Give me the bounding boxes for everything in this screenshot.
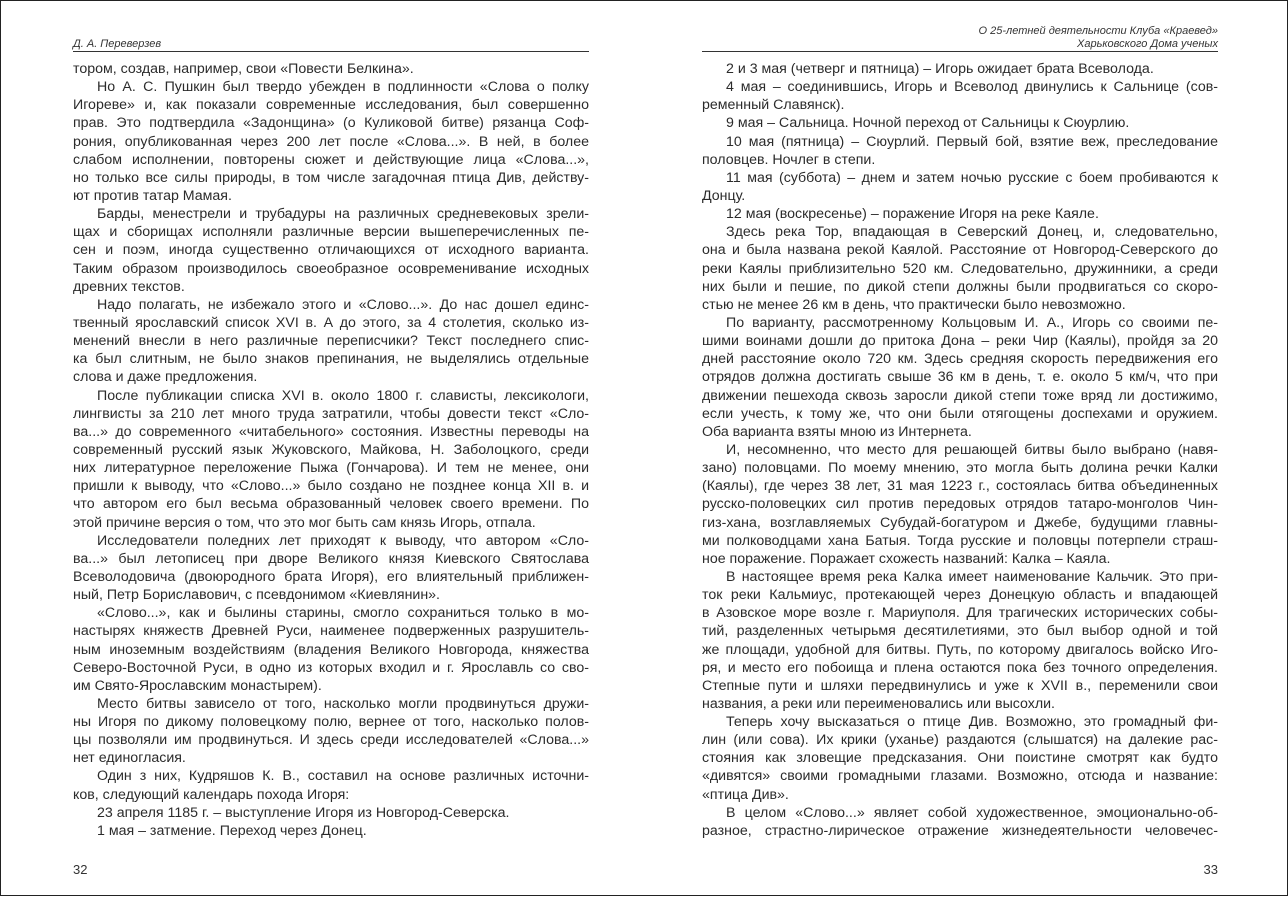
- text-line: 12 мая (воскресенье) – поражение Игоря на реке Каяле.: [726, 206, 1099, 223]
- text-line: После публикации списка XVI в. около 1800 г. слависты, лексикологи,: [97, 387, 589, 404]
- right-body-text: [702, 60, 1218, 840]
- text-line: разное, страстно-лирическое отражение жизнедеятельности человечес-: [702, 822, 1218, 839]
- text-line: ва...» был летописец при дворе Великого князя Киевского Святослава: [73, 550, 589, 567]
- text-line: 10 мая (пятница) – Сюурлий. Первый бой, взятие веж, преследование: [726, 133, 1218, 150]
- text-line: них были и пешие, по дикой степи должны были продвигаться со скоро-: [702, 278, 1218, 295]
- text-line: пришли к выводу, что «Слово...» было создано не позднее конца XII в. и: [73, 478, 589, 495]
- text-line: Здесь река Тор, впадающая в Северский Донец, и, следовательно,: [726, 224, 1218, 241]
- text-line: ным иноземным воздействиям (владения Великого Новгорода, княжества: [73, 641, 589, 658]
- text-line: этой причине версия о том, что это мог быть сам князь Игорь, отпала.: [73, 514, 536, 531]
- text-line: 1 мая – затмение. Переход через Донец.: [97, 822, 367, 839]
- text-line: что автором его был весьма образованный человек своего времени. По: [73, 496, 589, 513]
- text-line: «дивятся» своими громадными глазами. Возможно, отсюда и название:: [702, 768, 1218, 785]
- text-line: ва...» до современного «читабельного» состояния. Известны переводы на: [73, 423, 589, 440]
- text-line: лин (или сова). Их крики (уханье) раздаются (слышатся) на далекие рас-: [702, 732, 1218, 749]
- text-line: Один з них, Кудряшов К. В., составил на основе различных источни-: [97, 768, 589, 785]
- text-line: ков, следующий календарь похода Игоря:: [73, 786, 350, 803]
- text-line: Степные пути и шляхи передвинулись и уже к XVII в., переменили свои: [702, 677, 1218, 694]
- text-line: реки Каялы приблизительно 520 км. Следовательно, дружинники, а среди: [702, 260, 1218, 277]
- text-line: ми полководцами хана Батыя. Тогда русские и половцы потерпели страш-: [702, 532, 1218, 549]
- text-line: названия, а реки или переименовались или высохли.: [702, 695, 1055, 712]
- text-line: Место битвы зависело от того, насколько могли продвинуться дружи-: [97, 695, 589, 712]
- text-line: «Слово...», как и былины старины, смогло сохраниться только в мо-: [97, 605, 589, 622]
- text-line: настырях княжеств Древней Руси, наименее подверженных разрушитель-: [73, 623, 589, 640]
- text-line: зано) половцами. По моему мнению, это могла быть долина речки Калки: [702, 460, 1218, 477]
- text-line: Исследователи поледних лет приходят к выводу, что автором «Сло-: [97, 532, 589, 549]
- text-line: стью не менее 26 км в день, что практически было невозможно.: [702, 296, 1126, 313]
- text-line: В целом «Слово...» являет собой художественное, эмоционально-об-: [726, 804, 1218, 821]
- text-line: дней расстояние около 720 км. Здесь средняя скорость передвижения его: [702, 351, 1218, 368]
- text-line: им Свято-Ярославским монастырем).: [73, 677, 322, 694]
- page-number: 32: [73, 862, 88, 877]
- text-line: ное поражение. Поражает схожесть названий: Калка – Каяла.: [702, 550, 1111, 567]
- text-line: слова и даже предложения.: [73, 369, 258, 386]
- text-line: тий, разделенных четырьмя десятилетиями, это был выбор одной и той: [702, 623, 1218, 640]
- text-line: Всеволодовича (двоюродного брата Игоря), его влиятельный приближен-: [73, 568, 589, 585]
- text-line: рония, опубликованная через 200 лет после «Слова...». В ней, в более: [73, 133, 589, 150]
- text-line: И, несомненно, что место для решающей битвы было выбрано (навя-: [726, 441, 1218, 458]
- text-line: По варианту, рассмотренному Кольцовым И. А., Игорь со своими пе-: [726, 314, 1218, 331]
- running-head-line-2: Харьковского Дома ученых: [1077, 37, 1218, 50]
- text-line: же площади, удобной для битвы. Путь, по которому двигалось войско Иго-: [702, 641, 1218, 658]
- running-head-text: Д. А. Переверзев: [73, 38, 162, 50]
- text-line: если учесть, к тому же, что они были отягощены доспехами и оружием.: [702, 405, 1218, 422]
- text-line: Таким образом производилось своеобразное осовременивание исходных: [73, 260, 589, 277]
- text-line: слабом исполнении, повторены сюжет и действующие лица «Слова...»,: [73, 151, 589, 168]
- text-line: древних текстов.: [73, 278, 185, 295]
- running-head-author: [73, 38, 589, 52]
- text-line: 4 мая – соединившись, Игорь и Всеволод двинулись к Сальнице (сов-: [726, 79, 1218, 96]
- text-line: твенный ярославский список XVI в. А до этого, за 4 столетия, сколько из-: [73, 314, 589, 331]
- text-line: русско-половецких сил против передовых отрядов татаро-монголов Чин-: [702, 496, 1218, 513]
- text-line: Надо полагать, не избежало этого и «Слово...». До нас дошел единс-: [97, 296, 589, 313]
- running-head-line-1: О 25-летней деятельности Клуба «Краевед»: [978, 25, 1218, 37]
- text-line: Северо-Восточной Руси, в одно из которых входил и г. Ярославль со сво-: [73, 659, 589, 676]
- text-line: Теперь хочу высказаться о птице Див. Возможно, это громадный фи-: [726, 714, 1218, 731]
- text-line: щах и сборищах исполняли различные версии вышеперечисленных пе-: [73, 224, 589, 241]
- text-line: нет единогласия.: [73, 750, 186, 767]
- text-line: тором, создав, например, свои «Повести Белкина».: [73, 61, 414, 77]
- text-line: цы позволяли им продвинуться. И здесь среди исследователей «Слова...»: [73, 732, 589, 749]
- text-line: отрядов должна достигать свыше 36 км в день, т. е. около 5 км/ч, что при: [702, 369, 1218, 386]
- text-line: гиз-хана, возглавляемых Субудай-богатуром и Джебе, будущими главны-: [702, 514, 1218, 531]
- text-line: 2 и 3 мая (четверг и пятница) – Игорь ожидает брата Всеволода.: [726, 61, 1154, 77]
- text-line: прав. Это подтвердила «Задонщина» (о Куликовой битве) рязанца Соф-: [73, 115, 589, 132]
- text-line: (Каялы), где через 38 лет, 31 мая 1223 г., состоялась битва объединенных: [702, 478, 1218, 495]
- text-line: сен и поэм, иногда существенно отличающихся от исходного варианта.: [73, 242, 589, 259]
- text-line: ток реки Кальмиус, протекающей через Донецкую область и впадающей: [702, 587, 1218, 604]
- text-line: Игореве» и, как показали современные исследования, был совершенно: [73, 97, 589, 114]
- text-line: ременный Славянск).: [702, 97, 845, 114]
- left-page: [73, 1, 589, 897]
- text-line: Но А. С. Пушкин был твердо убежден в подлинности «Слова о полку: [97, 79, 589, 96]
- text-line: но только все силы природы, в том числе загадочная птица Див, действу-: [73, 169, 589, 186]
- text-line: ют против татар Мамая.: [73, 187, 232, 204]
- text-line: ка был слитным, не было знаков препинания, не выделялись отдельные: [73, 351, 589, 368]
- text-line: стояния как зловещие предсказания. Они поистине смотрят как будто: [702, 750, 1218, 767]
- right-page: [702, 1, 1218, 897]
- text-line: современный русский язык Жуковского, Майкова, Н. Заболоцкого, среди: [73, 441, 589, 458]
- page-number: 33: [1203, 862, 1218, 877]
- text-line: Барды, менестрели и трубадуры на различных средневековых зрели-: [97, 206, 589, 223]
- text-line: половцев. Ночлег в степи.: [702, 151, 876, 168]
- text-line: 9 мая – Сальница. Ночной переход от Сальницы к Сюурлию.: [726, 115, 1130, 132]
- text-line: шими воинами дошли до притока Дона – реки Чир (Каялы), пройдя за 20: [702, 333, 1218, 350]
- text-line: движении пешехода сквозь заросли дикой степи тоже вряд ли достижимо,: [702, 387, 1218, 404]
- text-line: них литературное переложение Пыжа (Гончарова). И тем не менее, они: [73, 460, 589, 477]
- text-line: она и была названа рекой Каялой. Расстояние от Новгород-Северского до: [702, 242, 1218, 259]
- running-head-title: [702, 25, 1218, 52]
- text-line: 11 мая (суббота) – днем и затем ночью русские с боем пробиваются к: [726, 169, 1218, 186]
- text-line: ный, Петр Бориславович, с псевдонимом «Киевлянин».: [73, 587, 440, 604]
- text-line: ны Игоря по дикому половецкому полю, вернее от того, насколько полов-: [73, 714, 589, 731]
- text-line: «птица Див».: [702, 786, 789, 803]
- left-body-text: [73, 60, 589, 840]
- text-line: 23 апреля 1185 г. – выступление Игоря из Новгород-Северска.: [97, 804, 510, 821]
- text-line: лингвисты за 210 лет много труда затратили, чтобы довести текст «Сло-: [73, 405, 589, 422]
- text-line: менений внесли в него различные переписчики? Текст последнего спис-: [73, 333, 589, 350]
- text-line: Донцу.: [702, 187, 746, 204]
- text-line: в Азовское море возле г. Мариуполя. Для трагических исторических собы-: [702, 605, 1218, 622]
- text-line: ря, и место его побоища и плена остаются пока без точного определения.: [702, 659, 1218, 676]
- text-line: В настоящее время река Калка имеет наименование Кальчик. Это при-: [726, 568, 1218, 585]
- text-line: Оба варианта взяты мною из Интернета.: [702, 423, 972, 440]
